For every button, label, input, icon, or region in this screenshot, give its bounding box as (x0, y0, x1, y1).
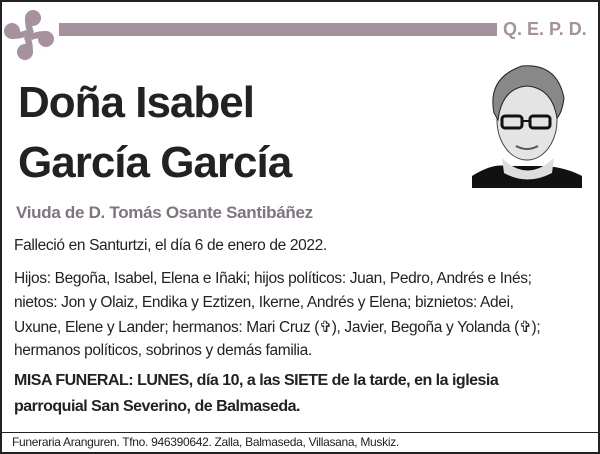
family-line: Hijos: Begoña, Isabel, Elena e Iñaki; hijos políticos: Juan, Pedro, Andrés e Inés; (14, 270, 532, 287)
funeral-home-footer: Funeraria Aranguren. Tfno. 946390642. Zalla, Balmaseda, Villasana, Muskiz. (12, 435, 399, 449)
footer-divider (2, 432, 598, 433)
funeral-mass-line: MISA FUNERAL: LUNES, día 10, a las SIETE de la tarde, en la iglesia (14, 372, 499, 389)
funeral-mass-line: parroquial San Severino, de Balmaseda. (14, 398, 300, 415)
header-bar (59, 23, 497, 36)
widow-of: Viuda de D. Tomás Osante Santibáñez (16, 203, 313, 222)
death-notice: Falleció en Santurtzi, el día 6 de enero de 2022. (14, 237, 327, 254)
deceased-name-line1: Doña Isabel (18, 78, 254, 127)
lauburu-icon (3, 8, 55, 62)
portrait-photo (472, 58, 582, 188)
family-line: hermanos políticos, sobrinos y demás familia. (14, 342, 312, 359)
deceased-name-line2: García García (18, 138, 292, 187)
family-line: nietos: Jon y Olaiz, Endika y Eztizen, Ikerne, Andrés y Elena; biznietos: Adei, (14, 294, 514, 311)
family-line: Uxune, Elene y Lander; hermanos: Mari Cruz (✞), Javier, Begoña y Yolanda (✞); (14, 319, 541, 336)
qepd-label: Q. E. P. D. (503, 19, 587, 39)
